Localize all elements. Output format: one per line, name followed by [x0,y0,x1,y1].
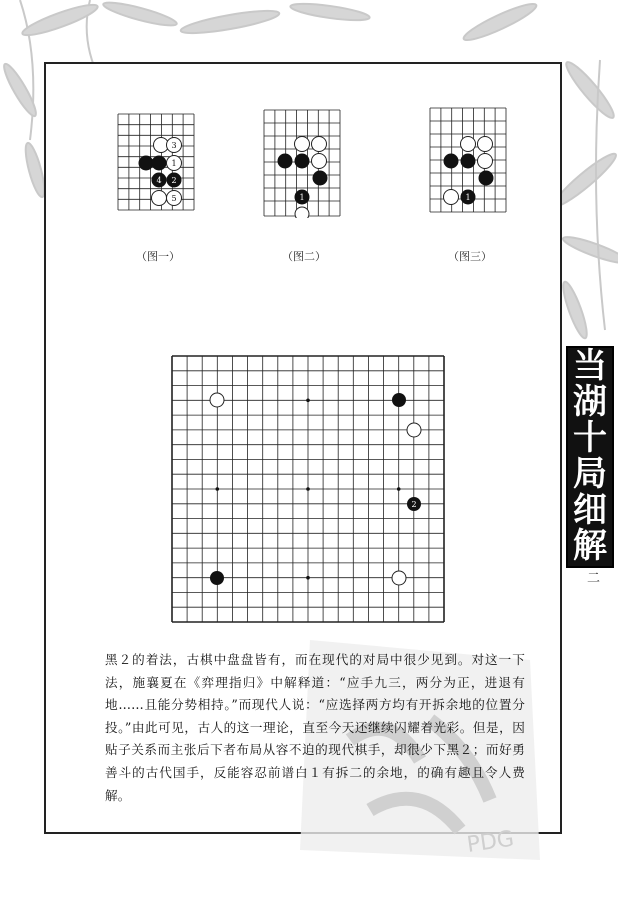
black-stone [392,393,406,407]
watermark-text: PDG [465,826,516,858]
book-title-panel [566,346,614,568]
white-stone [444,190,459,205]
white-stone [295,207,309,218]
white-stone [295,137,310,152]
black-stone [152,156,167,171]
book-title-char: 当 [573,346,607,386]
white-stone [152,191,167,206]
black-stone [139,156,154,171]
book-title-char: 局 [573,454,607,494]
book-title-char: 细 [573,490,607,530]
figure-1-diagram [116,112,196,212]
figure-2-diagram [262,108,342,218]
black-stone [295,154,310,169]
commentary-paragraph: 黑２的着法，古棋中盘盘皆有，而在现代的对局中很少见到。对这一下法，施襄夏在《弈理指归》中解释道：“应手九三，两分为正，进退有地……且能分势相持。”而现代人说：“应选择两方均有开拆余地的位置分投。”由此可见，古人的这一理论，直至今天还继续闪耀着光彩。但是，因贴子关系而主张后下者布局从容不迫的现代棋手，却很少下黑２；而好勇善斗的古代国手，反能容忍前谱白１有拆二的余地，的确有趣且令人费解。 [105,652,525,803]
stone-number: 1 [465,193,471,202]
white-stone [461,137,476,152]
white-stone [210,393,224,407]
white-stone [392,571,406,585]
go-board [170,354,446,624]
stone-number: 2 [411,500,417,509]
black-stone [444,154,459,169]
figure-3-caption: （图三） [448,250,492,263]
white-stone [312,154,327,169]
figure-2-caption: （图二） [282,250,326,263]
black-stone [461,154,476,169]
figure-1-caption: （图一） [136,250,180,263]
black-stone [210,571,224,585]
book-title-char: 湖 [573,382,607,422]
white-stone [312,137,327,152]
figure-3-diagram [428,106,508,214]
white-stone [478,154,493,169]
white-stone [407,423,421,437]
stone-number: 1 [299,193,305,202]
white-stone [478,137,493,152]
page-number: 二 [587,571,601,586]
book-title-char: 十 [573,418,607,458]
stone-number: 4 [156,176,162,185]
stone-number: 2 [171,176,177,185]
black-stone [313,171,328,186]
book-title-char: 解 [573,526,607,566]
stone-number: 1 [171,159,177,168]
black-stone [479,171,494,186]
black-stone [278,154,293,169]
stone-number: 3 [171,141,177,150]
stone-number: 5 [171,194,177,203]
